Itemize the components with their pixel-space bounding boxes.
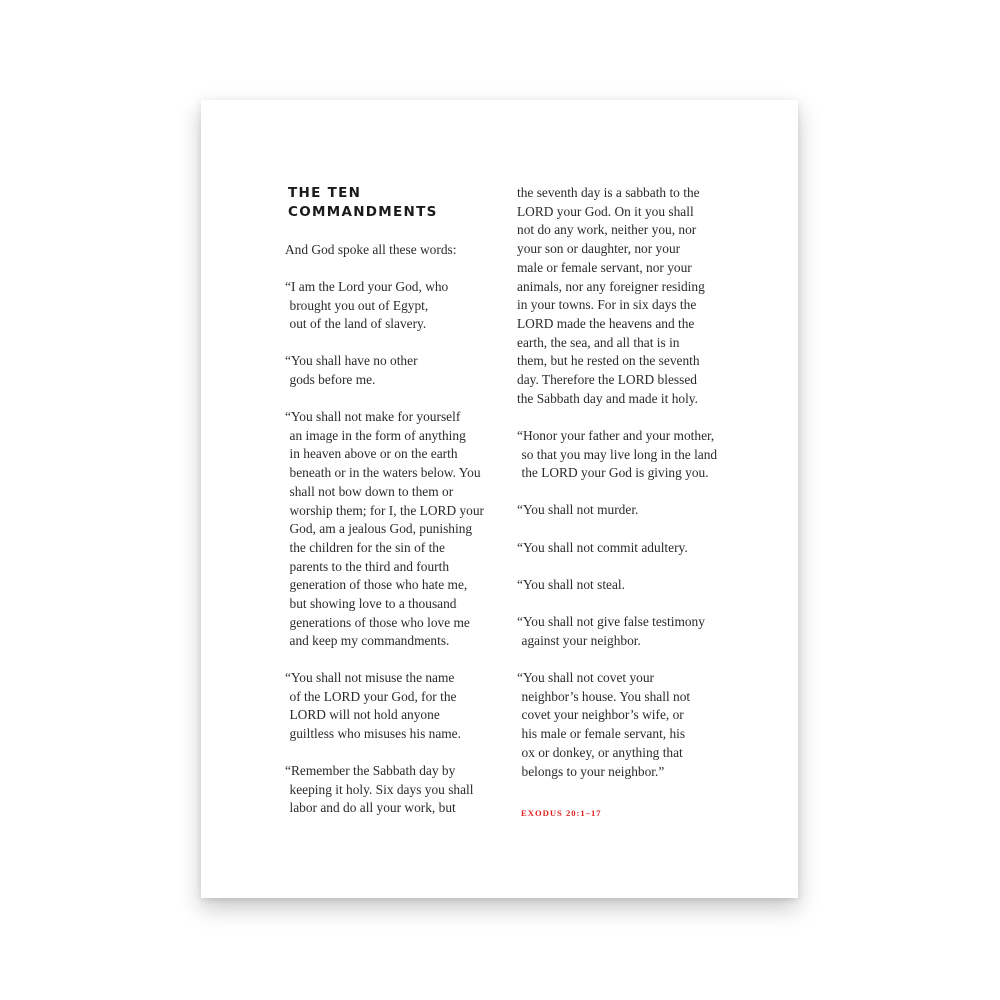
stanza [517,184,727,408]
verse-line: in your towns. For in six days the [517,297,697,313]
citation: EXODUS 20:1–17 [521,808,602,818]
stanza [517,427,727,483]
verse-line: “You shall not commit adultery. [517,540,688,555]
verse-line: “You shall not murder. [517,502,639,517]
title-line: THE TEN [288,185,362,201]
stanza [517,669,727,781]
verse-line: guiltless who misuses his name. [289,726,461,742]
verse-line: in heaven above or on the earth [289,446,458,462]
verse-line: “Remember the Sabbath day by [285,763,456,778]
verse-line: “Honor your father and your mother, [517,428,715,443]
verse-line: not do any work, neither you, nor [517,222,697,238]
verse-line: the LORD your God is giving you. [521,465,709,481]
verse-line: so that you may live long in the land [521,446,718,462]
verse-line: beneath or in the waters below. You [289,465,481,481]
verse-line: “You shall not covet your [517,670,654,685]
verse-line: shall not bow down to them or [289,483,454,499]
verse-line: God, am a jealous God, punishing [289,521,473,537]
verse-line: against your neighbor. [521,632,641,648]
verse-line: parents to the third and fourth [289,558,450,574]
stanza [285,762,485,818]
verse-line: and keep my commandments. [289,633,450,649]
verse-line: “I am the Lord your God, who [285,279,449,294]
stanza [285,669,485,744]
stanza [285,241,485,260]
verse-line: “You shall not misuse the name [285,670,455,685]
stanza [517,576,727,595]
verse-line: out of the land of slavery. [289,316,427,332]
verse-line: labor and do all your work, but [289,800,456,816]
verse-line: the seventh day is a sabbath to the [517,185,700,200]
page-title [288,184,438,221]
verse-line: his male or female servant, his [521,726,686,742]
verse-line: an image in the form of anything [289,427,466,443]
title-line: COMMANDMENTS [288,203,438,220]
poster [201,100,798,898]
verse-line: brought you out of Egypt, [289,297,429,313]
verse-line: neighbor’s house. You shall not [521,688,691,704]
verse-line: them, but he rested on the seventh [517,353,700,369]
verse-line: And God spoke all these words: [285,242,457,257]
verse-line: ox or donkey, or anything that [521,744,683,760]
verse-line: generation of those who hate me, [289,577,468,593]
verse-line: covet your neighbor’s wife, or [521,707,684,723]
stanza [285,408,485,651]
stanza [285,278,485,334]
stanza [285,352,485,389]
verse-line: the children for the sin of the [289,539,445,555]
stanza [517,501,727,520]
verse-line: “You shall not make for yourself [285,409,461,424]
verse-line: worship them; for I, the LORD your [289,502,485,518]
verse-line: “You shall have no other [285,353,418,368]
verse-line: generations of those who love me [289,614,470,630]
verse-line: your son or daughter, nor your [517,241,681,257]
verse-line: LORD made the heavens and the [517,315,695,331]
verse-line: belongs to your neighbor.” [521,763,665,779]
verse-line: the Sabbath day and made it holy. [517,390,698,406]
stanza [517,539,727,558]
verse-line: LORD your God. On it you shall [517,203,694,219]
verse-line: of the LORD your God, for the [289,688,457,704]
verse-line: gods before me. [289,371,376,387]
verse-line: “You shall not steal. [517,577,625,592]
verse-line: animals, nor any foreigner residing [517,278,705,294]
verse-line: LORD will not hold anyone [289,707,440,723]
verse-line: male or female servant, nor your [517,259,692,275]
stanza [517,613,727,650]
verse-line: earth, the sea, and all that is in [517,334,680,350]
verse-line: but showing love to a thousand [289,596,457,612]
verse-line: “You shall not give false testimony [517,614,705,629]
verse-line: day. Therefore the LORD blessed [517,372,697,388]
verse-line: keeping it holy. Six days you shall [289,781,474,797]
